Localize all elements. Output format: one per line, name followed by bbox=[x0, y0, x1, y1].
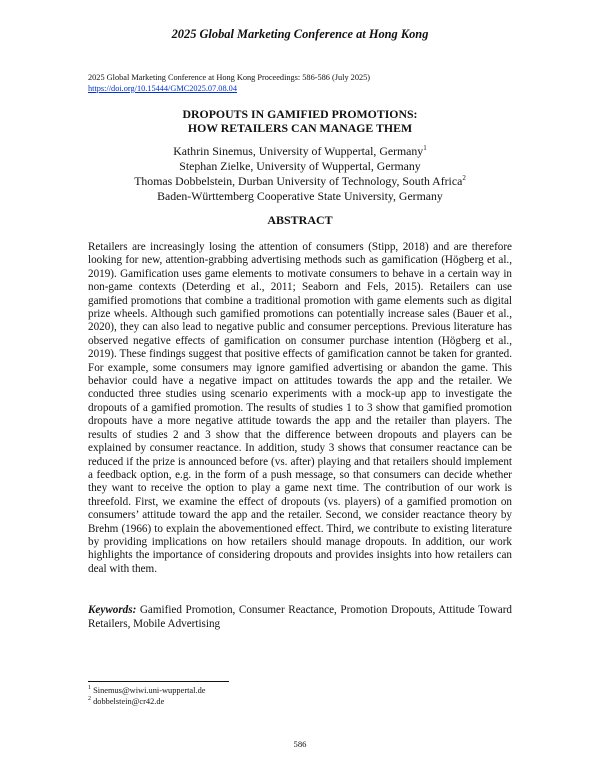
page-number: 586 bbox=[293, 739, 307, 749]
author-line: Baden-Württemberg Cooperative State University, Germany bbox=[157, 189, 443, 203]
author-list bbox=[0, 144, 600, 204]
title-line-2: HOW RETAILERS CAN MANAGE THEM bbox=[187, 121, 413, 135]
abstract-body: Retailers are increasingly losing the attention of consumers (Stipp, 2018) and are therefore looking for new, attention-grabbing advertising methods such as gamification (Högberg et al., 2019). Gamification uses game elements to motivate consumers to behave in a certain way in non-game contexts (Deterding et al., 2011; Seaborn and Fels, 2015). Retailers can use gamified promotions that combine a traditional promotion with game elements such as digital prize wheels. Although such gamified promotions can potentially increase sales (Bauer et al., 2020), they can also lead to negative public and consumer perceptions. Previous literature has observed negative effects of gamification on consumer purchase intention (Högberg et al., 2019). These findings suggest that positive effects of gamification cannot be taken for granted. For example, some consumers may ignore gamified advertising or abandon the game. This behavior could have a negative impact on attitudes towards the app and the retailer. We conducted three studies using scenario experiments with a mock-up app to investigate the dropouts of a gamified promotion. The results of studies 1 to 3 show that gamified promotion dropouts have a more negative attitude towards the app and the retailer than players. The results of studies 2 and 3 show that the difference between dropouts and players can be explained by consumer reactance. In addition, study 3 shows that consumer reactance can be reduced if the prize is announced before (vs. after) playing and that retailers should implement a feedback option, e.g. in the form of a push message, so that consumers can decide whether they want to receive the option to play a game next time. The contribution of our work is threefold. First, we examine the effect of dropouts (vs. players) of a gamified promotion on consumers’ attitude toward the app and the retailer. Second, we consider reactance theory by Brehm (1966) to explain the abovementioned effect. Third, we contribute to existing literature by providing implications on how retailers should manage dropouts. In addition, our work highlights the importance of considering dropouts and provides insights into how retailers can deal with them. bbox=[88, 241, 512, 575]
footnote-marker: 2 bbox=[462, 174, 466, 183]
paper-title bbox=[0, 107, 600, 135]
author-line: Kathrin Sinemus, University of Wuppertal, Germany$^1$ bbox=[173, 144, 427, 158]
title-line-1: DROPOUTS IN GAMIFIED PROMOTIONS: bbox=[182, 107, 418, 121]
proceedings-line: 2025 Global Marketing Conference at Hong Kong Proceedings: 586-586 (July 2025) bbox=[88, 73, 371, 82]
author-line: Stephan Zielke, University of Wuppertal, Germany bbox=[179, 159, 421, 173]
conference-header: 2025 Global Marketing Conference at Hong Kong bbox=[171, 27, 429, 41]
footnote-divider bbox=[88, 681, 229, 682]
abstract-heading: ABSTRACT bbox=[267, 213, 333, 227]
keywords-text: Gamified Promotion, Consumer Reactance, Promotion Dropouts, Attitude Toward Retailers, Mobile Advertising bbox=[88, 604, 512, 630]
keywords bbox=[88, 603, 512, 631]
footnotes bbox=[88, 685, 205, 707]
keywords-label: Keywords: bbox=[88, 604, 137, 616]
author-line: Thomas Dobbelstein, Durban University of Technology, South Africa$^2$ bbox=[134, 174, 466, 188]
footnote: $^2$ dobbelstein@cr42.de bbox=[88, 696, 165, 706]
footnote-marker: 1 bbox=[423, 144, 427, 153]
citation-block bbox=[88, 72, 370, 94]
doi-link[interactable]: https://doi.org/10.15444/GMC2025.07.08.04 bbox=[88, 84, 237, 93]
footnote: $^1$ Sinemus@wiwi.uni-wuppertal.de bbox=[88, 685, 206, 695]
